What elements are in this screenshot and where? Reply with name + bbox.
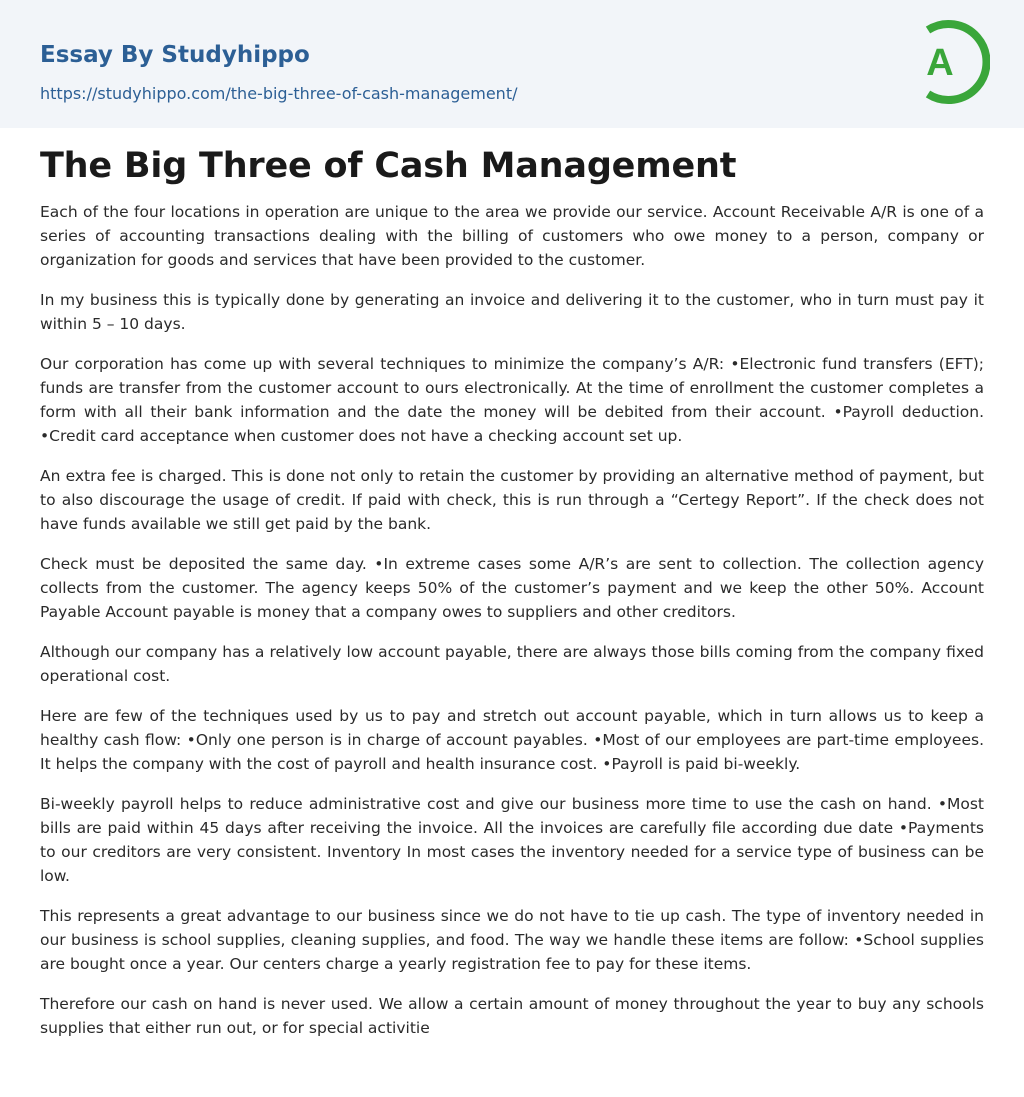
source-url-link[interactable]: https://studyhippo.com/the-big-three-of-cash-management/ [40, 84, 518, 103]
essay-body [40, 200, 984, 1056]
brand-title[interactable]: Essay By Studyhippo [40, 42, 310, 68]
logo-letter: A [926, 42, 954, 84]
essay-paragraph: An extra fee is charged. This is done not only to retain the customer by providing an alternative method of payment, but to also discourage the usage of credit. If paid with check, this is run through a “Certegy Report”. If the check does not have funds available we still get paid by the bank. [40, 467, 984, 533]
essay-paragraph: Our corporation has come up with several techniques to minimize the company’s A/R: •Electronic fund transfers (EFT); funds are transfer from the customer account to ours electronically. At the time of enrollment the customer completes a form with all their bank information and the date the money will be debited from their account. •Payroll deduction. •Credit card acceptance when customer does not have a checking account set up. [40, 355, 984, 445]
site-header [0, 0, 1024, 128]
essay-paragraph: Check must be deposited the same day. •In extreme cases some A/R’s are sent to collection. The collection agency collects from the customer. The agency keeps 50% of the customer’s payment and we keep the other 50%. Account Payable Account payable is money that a company owes to suppliers and other creditors. [40, 555, 984, 621]
studyhippo-logo-icon[interactable] [906, 18, 990, 106]
page-title: The Big Three of Cash Management [40, 146, 737, 186]
essay-paragraph: In my business this is typically done by generating an invoice and delivering it to the customer, who in turn must pay it within 5 – 10 days. [40, 291, 984, 333]
essay-paragraph: Although our company has a relatively low account payable, there are always those bills coming from the company fixed operational cost. [40, 643, 984, 685]
essay-paragraph: Bi-weekly payroll helps to reduce administrative cost and give our business more time to use the cash on hand. •Most bills are paid within 45 days after receiving the invoice. All the invoices are carefully file according due date •Payments to our creditors are very consistent. Inventory In most cases the inventory needed for a service type of business can be low. [40, 795, 984, 885]
essay-paragraph: This represents a great advantage to our business since we do not have to tie up cash. The type of inventory needed in our business is school supplies, cleaning supplies, and food. The way we handle these items are follow: •School supplies are bought once a year. Our centers charge a yearly registration fee to pay for these items. [40, 907, 984, 973]
essay-paragraph: Each of the four locations in operation are unique to the area we provide our service. Account Receivable A/R is one of a series of accounting transactions dealing with the billing of customers who owe money to a person, company or organization for goods and services that have been provided to the customer. [40, 203, 984, 269]
essay-paragraph: Therefore our cash on hand is never used. We allow a certain amount of money throughout the year to buy any schools supplies that either run out, or for special activitie [40, 995, 984, 1037]
essay-paragraph: Here are few of the techniques used by us to pay and stretch out account payable, which in turn allows us to keep a healthy cash flow: •Only one person is in charge of account payables. •Most of our employees are part-time employees. It helps the company with the cost of payroll and health insurance cost. •Payroll is paid bi-weekly. [40, 707, 984, 773]
